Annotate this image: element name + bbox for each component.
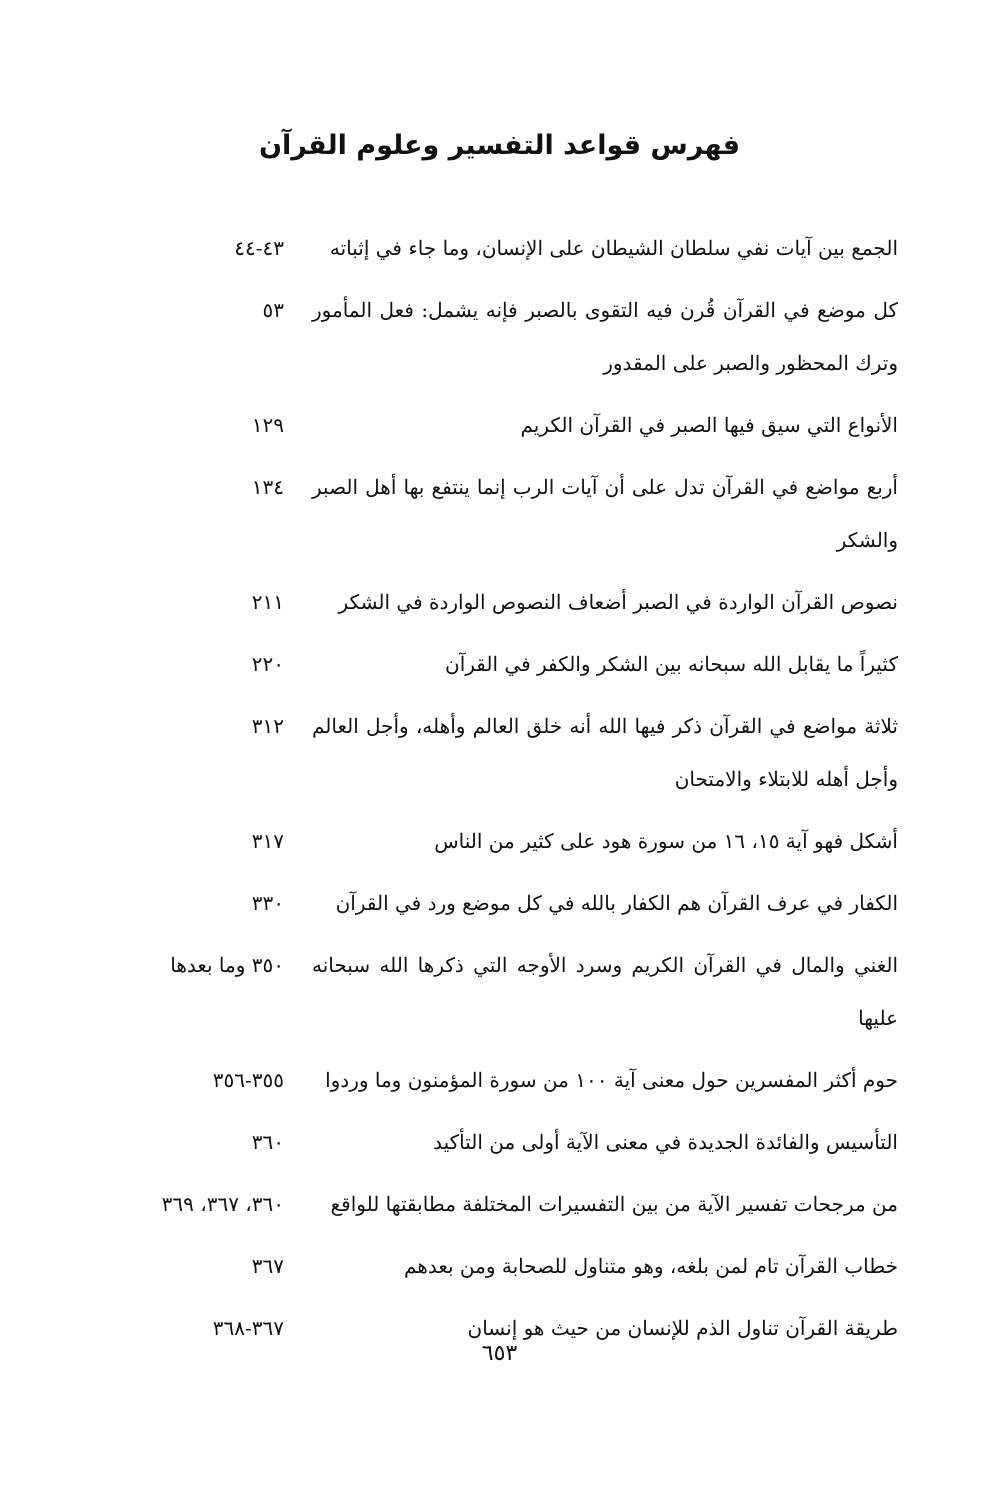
entry-text: من مرجحات تفسير الآية من بين التفسيرات المختلفة مطابقتها للواقع	[330, 1192, 898, 1216]
index-entry	[108, 461, 898, 567]
index-entry	[108, 1116, 898, 1169]
entry-page-ref: ٣٦٠، ٣٦٧، ٣٦٩	[161, 1192, 284, 1216]
entry-page-ref: ٣٣٠	[251, 891, 284, 915]
index-entry	[108, 1178, 898, 1231]
entry-text: نصوص القرآن الواردة في الصبر أضعاف النصوص الواردة في الشكر	[338, 590, 898, 614]
entry-page-ref: ٥٣	[262, 298, 284, 322]
index-entry	[108, 399, 898, 452]
entry-page-ref: ٣١٢	[251, 714, 284, 738]
entry-page-ref: ٣٥٠ وما بعدها	[170, 953, 284, 977]
entry-text: ثلاثة مواضع في القرآن ذكر فيها الله أنه خلق العالم وأهله، وأجل العالم وأجل أهله للابتلاء والامتحان	[312, 714, 898, 791]
index-entry	[108, 939, 898, 1045]
index-entry	[108, 877, 898, 930]
entry-text: الأنواع التي سيق فيها الصبر في القرآن الكريم	[520, 413, 898, 437]
entry-page-ref: ٤٣-٤٤	[234, 236, 284, 260]
index-entry	[108, 1240, 898, 1293]
index-entry	[108, 638, 898, 691]
entry-page-ref: ١٣٤	[251, 475, 284, 499]
entry-page-ref: ٣٥٥-٣٥٦	[212, 1068, 284, 1092]
entry-page-ref: ٣٦٧-٣٦٨	[212, 1316, 284, 1340]
entry-text: أربع مواضع في القرآن تدل على أن آيات الرب إنما ينتفع بها أهل الصبر والشكر	[312, 475, 898, 552]
page-number: ٦٥٣	[481, 1341, 518, 1366]
index-entry	[108, 222, 898, 275]
entry-text: حوم أكثر المفسرين حول معنى آية ١٠٠ من سورة المؤمنون وما وردوا	[325, 1068, 898, 1092]
entry-page-ref: ٢١١	[251, 590, 284, 614]
index-entry	[108, 1054, 898, 1107]
entry-text: طريقة القرآن تناول الذم للإنسان من حيث هو إنسان	[467, 1316, 898, 1340]
entry-text: الغني والمال في القرآن الكريم وسرد الأوجه التي ذكرها الله سبحانه عليها	[312, 953, 898, 1030]
index-entry	[108, 700, 898, 806]
entry-page-ref: ٣٦٠	[251, 1130, 284, 1154]
entry-text: كل موضع في القرآن قُرن فيه التقوى بالصبر فإنه يشمل: فعل المأمور وترك المحظور والصبر على المقدور	[312, 298, 898, 375]
entry-text: أشكل فهو آية ١٥، ١٦ من سورة هود على كثير من الناس	[434, 829, 898, 853]
index-entry	[108, 815, 898, 868]
entry-page-ref: ٢٢٠	[251, 652, 284, 676]
index-entry	[108, 576, 898, 629]
entry-text: خطاب القرآن تام لمن بلغه، وهو متناول للصحابة ومن بعدهم	[403, 1254, 898, 1278]
entry-page-ref: ١٢٩	[251, 413, 284, 437]
entry-text: الجمع بين آيات نفي سلطان الشيطان على الإنسان، وما جاء في إثباته	[329, 236, 898, 260]
entry-text: التأسيس والفائدة الجديدة في معنى الآية أولى من التأكيد	[433, 1130, 898, 1154]
entry-text: كثيراً ما يقابل الله سبحانه بين الشكر والكفر في القرآن	[445, 652, 898, 676]
index-entry	[108, 284, 898, 390]
index-list	[108, 222, 898, 1364]
page-title: فهرس قواعد التفسير وعلوم القرآن	[258, 130, 741, 161]
entry-page-ref: ٣١٧	[251, 829, 284, 853]
entry-text: الكفار في عرف القرآن هم الكفار بالله في كل موضع ورد في القرآن	[335, 891, 898, 915]
entry-page-ref: ٣٦٧	[251, 1254, 284, 1278]
